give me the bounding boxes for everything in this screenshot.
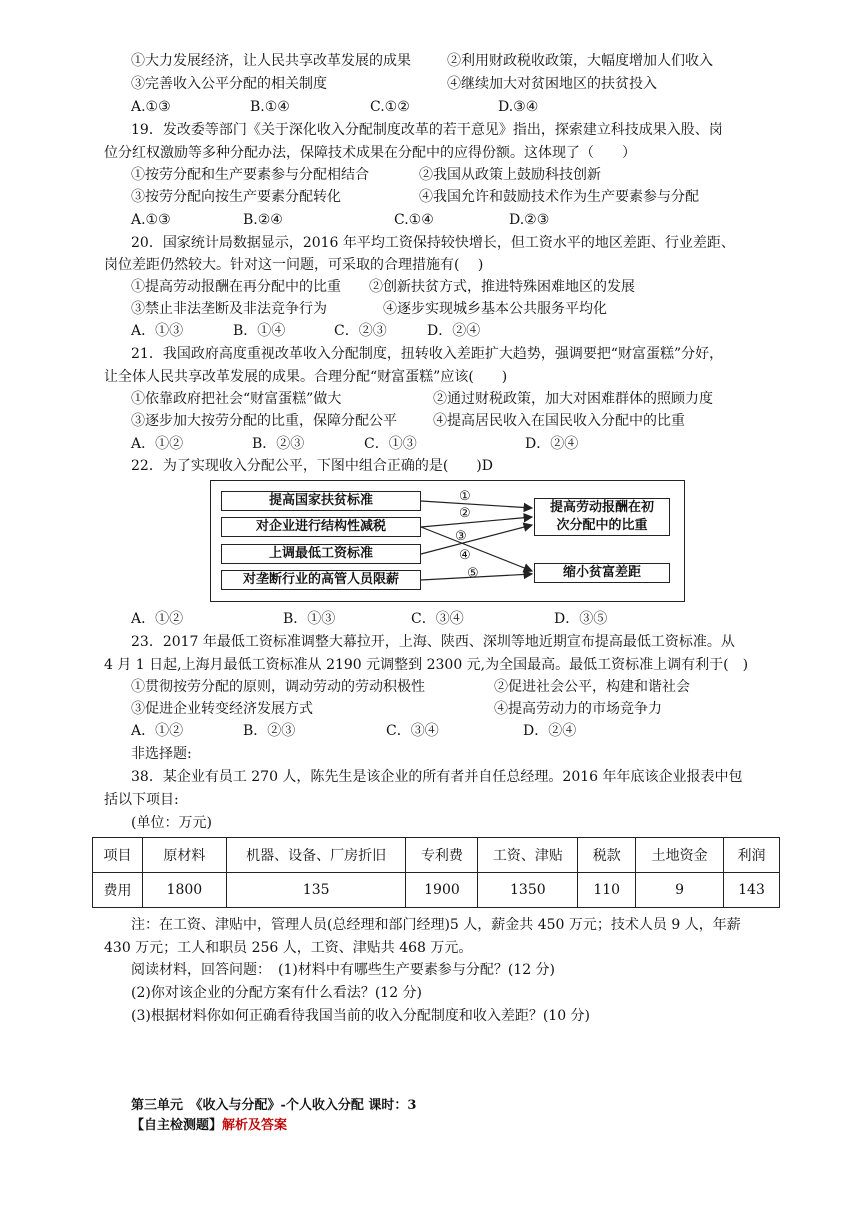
q23-option-1: ①贯彻按劳分配的原则，调动劳动的劳动积极性 xyxy=(131,679,425,695)
self-check-answer-link: 解析及答案 xyxy=(222,1118,288,1133)
q22-choice-c: C．③④ xyxy=(411,611,464,627)
q18-option-2: ②利用财政税收政策，大幅度增加人们收入 xyxy=(447,53,713,69)
q38-stem-line-1: 38．某企业有员工 270 人，陈先生是该企业的所有者并自任总经理。2016 年年底该企业报表中包 xyxy=(131,769,743,785)
table-cell: 110 xyxy=(578,873,636,908)
q20-option-4: ④逐步实现城乡基本公共服务平均化 xyxy=(383,301,607,317)
q22-choice-d: D．③⑤ xyxy=(554,611,608,627)
q21-option-3: ③逐步加大按劳分配的比重，保障分配公平 xyxy=(131,413,397,429)
q20-option-3: ③禁止非法垄断及非法竞争行为 xyxy=(131,301,327,317)
q19-option-4: ④我国允许和鼓励技术作为生产要素参与分配 xyxy=(419,189,699,205)
q22-choice-a: A．①② xyxy=(131,611,184,627)
unit-title: 第三单元 《收入与分配》-个人收入分配 课时：3 xyxy=(131,1098,417,1113)
q20-option-2: ②创新扶贫方式，推进特殊困难地区的发展 xyxy=(369,279,635,295)
diagram-box-labor-share-line-2: 次分配中的比重 xyxy=(556,518,648,533)
table-cell: 1800 xyxy=(142,873,226,908)
diagram-arrows xyxy=(211,481,686,603)
table-cell: 135 xyxy=(226,873,406,908)
q38-stem-line-2: 括以下项目: xyxy=(104,792,179,808)
q23-choice-c: C．③④ xyxy=(386,723,439,739)
q21-option-2: ②通过财税政策，加大对困难群体的照顾力度 xyxy=(433,391,713,407)
table-header-cell: 税款 xyxy=(578,838,636,873)
q23-option-2: ②促进社会公平，构建和谐社会 xyxy=(494,679,690,695)
section-nonchoice: 非选择题: xyxy=(131,746,192,762)
table-cell: 1900 xyxy=(406,873,478,908)
table-header-cell: 机器、设备、厂房折旧 xyxy=(226,838,406,873)
self-check-heading xyxy=(131,1116,287,1136)
q23-choice-b: B．②③ xyxy=(243,723,296,739)
q20-choice-b: B．①④ xyxy=(233,323,286,339)
diagram-marker-2: ② xyxy=(459,506,471,521)
table-header-row xyxy=(93,838,780,873)
q19-stem-line-2: 位分红权激励等多种分配办法，保障技术成果在分配中的应得份额。这体现了（ ） xyxy=(104,145,636,161)
q18-option-3: ③完善收入公平分配的相关制度 xyxy=(131,76,327,92)
q18-option-4: ④继续加大对贫困地区的扶贫投入 xyxy=(447,76,657,92)
q21-stem-line-2: 让全体人民共享改革发展的成果。合理分配“财富蛋糕”应该( ) xyxy=(104,369,508,385)
diagram-marker-4: ④ xyxy=(459,548,471,563)
q21-option-1: ①依靠政府把社会“财富蛋糕”做大 xyxy=(131,391,342,407)
diagram-box-reduce-gap: 缩小贫富差距 xyxy=(534,563,670,583)
q20-choice-d: D．②④ xyxy=(427,323,481,339)
q20-option-1: ①提高劳动报酬在再分配中的比重 xyxy=(131,279,341,295)
diagram-marker-1: ① xyxy=(459,489,471,504)
q19-option-2: ②我国从政策上鼓励科技创新 xyxy=(419,167,601,183)
q22-stem: 22．为了实现收入分配公平，下图中组合正确的是( )D xyxy=(131,458,493,474)
diagram-box-exec-pay-cap: 对垄断行业的高管人员限薪 xyxy=(221,570,421,590)
q23-choice-a: A．①② xyxy=(131,723,184,739)
q38-question-2: (2)你对该企业的分配方案有什么看法？(12 分) xyxy=(131,985,423,1001)
table-header-cell: 工资、津贴 xyxy=(478,838,578,873)
q38-unit: (单位：万元) xyxy=(131,815,212,831)
q22-diagram xyxy=(210,480,685,602)
table-header-cell: 土地资金 xyxy=(636,838,724,873)
table-cell: 费用 xyxy=(93,873,143,908)
q23-option-4: ④提高劳动力的市场竞争力 xyxy=(494,701,662,717)
q18-choice-a: A.①③ xyxy=(131,99,171,115)
q21-choice-a: A．①② xyxy=(131,436,184,452)
q21-stem-line-1: 21．我国政府高度重视改革收入分配制度，扭转收入差距扩大趋势，强调要把“财富蛋糕”分好， xyxy=(131,346,724,362)
self-check-label: 【自主检测题】 xyxy=(131,1118,223,1133)
table-row xyxy=(93,873,780,908)
q19-choice-c: C.①④ xyxy=(394,212,434,228)
q20-stem-line-2: 岗位差距仍然较大。针对这一问题，可采取的合理措施有( ) xyxy=(104,257,484,273)
q18-choice-d: D.③④ xyxy=(498,99,539,115)
q23-option-3: ③促进企业转变经济发展方式 xyxy=(131,701,313,717)
diagram-box-labor-share-line-1: 提高劳动报酬在初 xyxy=(549,500,654,515)
expense-table xyxy=(92,837,780,908)
q21-choice-c: C．①③ xyxy=(364,436,417,452)
table-header-cell: 专利费 xyxy=(406,838,478,873)
q20-choice-a: A．①③ xyxy=(131,323,184,339)
q22-choice-b: B．①③ xyxy=(283,611,336,627)
diagram-box-poverty-standard: 提高国家扶贫标准 xyxy=(221,491,421,511)
table-cell: 1350 xyxy=(478,873,578,908)
q21-option-4: ④提高居民收入在国民收入分配中的比重 xyxy=(433,413,685,429)
diagram-marker-5: ⑤ xyxy=(467,566,479,581)
table-header-cell: 利润 xyxy=(724,838,780,873)
q38-question-3: (3)根据材料你如何正确看待我国当前的收入分配制度和收入差距？(10 分) xyxy=(131,1008,591,1024)
q21-choice-d: D．②④ xyxy=(525,436,579,452)
q19-option-3: ③按劳分配向按生产要素分配转化 xyxy=(131,189,341,205)
q19-choice-b: B.②④ xyxy=(243,212,283,228)
q23-stem-line-1: 23．2017 年最低工资标准调整大幕拉开，上海、陕西、深圳等地近期宣布提高最低工资标准。从 xyxy=(131,634,735,650)
diagram-marker-3: ③ xyxy=(455,529,467,544)
diagram-box-tax-cut: 对企业进行结构性减税 xyxy=(221,517,421,537)
q19-choice-a: A.①③ xyxy=(131,212,171,228)
q23-stem-line-2: 4 月 1 日起,上海月最低工资标准从 2190 元调整到 2300 元,为全国最高。最低工资标准上调有利于( ) xyxy=(104,657,749,673)
table-cell: 9 xyxy=(636,873,724,908)
q38-note-line-2: 430 万元；工人和职员 256 人，工资、津贴共 468 万元。 xyxy=(104,940,473,956)
q20-stem-line-1: 20．国家统计局数据显示，2016 年平均工资保持较快增长，但工资水平的地区差距、行业差距、 xyxy=(131,235,735,251)
q18-choice-c: C.①② xyxy=(370,99,410,115)
q19-option-1: ①按劳分配和生产要素参与分配相结合 xyxy=(131,167,369,183)
q38-note-line-1: 注：在工资、津贴中，管理人员(总经理和部门经理)5 人，薪金共 450 万元；技术人员 9 人，年薪 xyxy=(131,917,741,933)
q18-option-1: ①大力发展经济，让人民共享改革发展的成果 xyxy=(131,53,411,69)
q21-choice-b: B．②③ xyxy=(252,436,305,452)
table-cell: 143 xyxy=(724,873,780,908)
q19-stem-line-1: 19．发改委等部门《关于深化收入分配制度改革的若干意见》指出，探索建立科技成果入股、岗 xyxy=(131,122,723,138)
q19-choice-d: D.②③ xyxy=(509,212,550,228)
diagram-box-min-wage: 上调最低工资标准 xyxy=(221,544,421,564)
table-header-cell: 项目 xyxy=(93,838,143,873)
table-header-cell: 原材料 xyxy=(142,838,226,873)
q38-question-1: 阅读材料，回答问题： (1)材料中有哪些生产要素参与分配？(12 分) xyxy=(131,962,556,978)
q20-choice-c: C．②③ xyxy=(334,323,387,339)
q18-choice-b: B.①④ xyxy=(250,99,290,115)
q23-choice-d: D．②④ xyxy=(523,723,577,739)
